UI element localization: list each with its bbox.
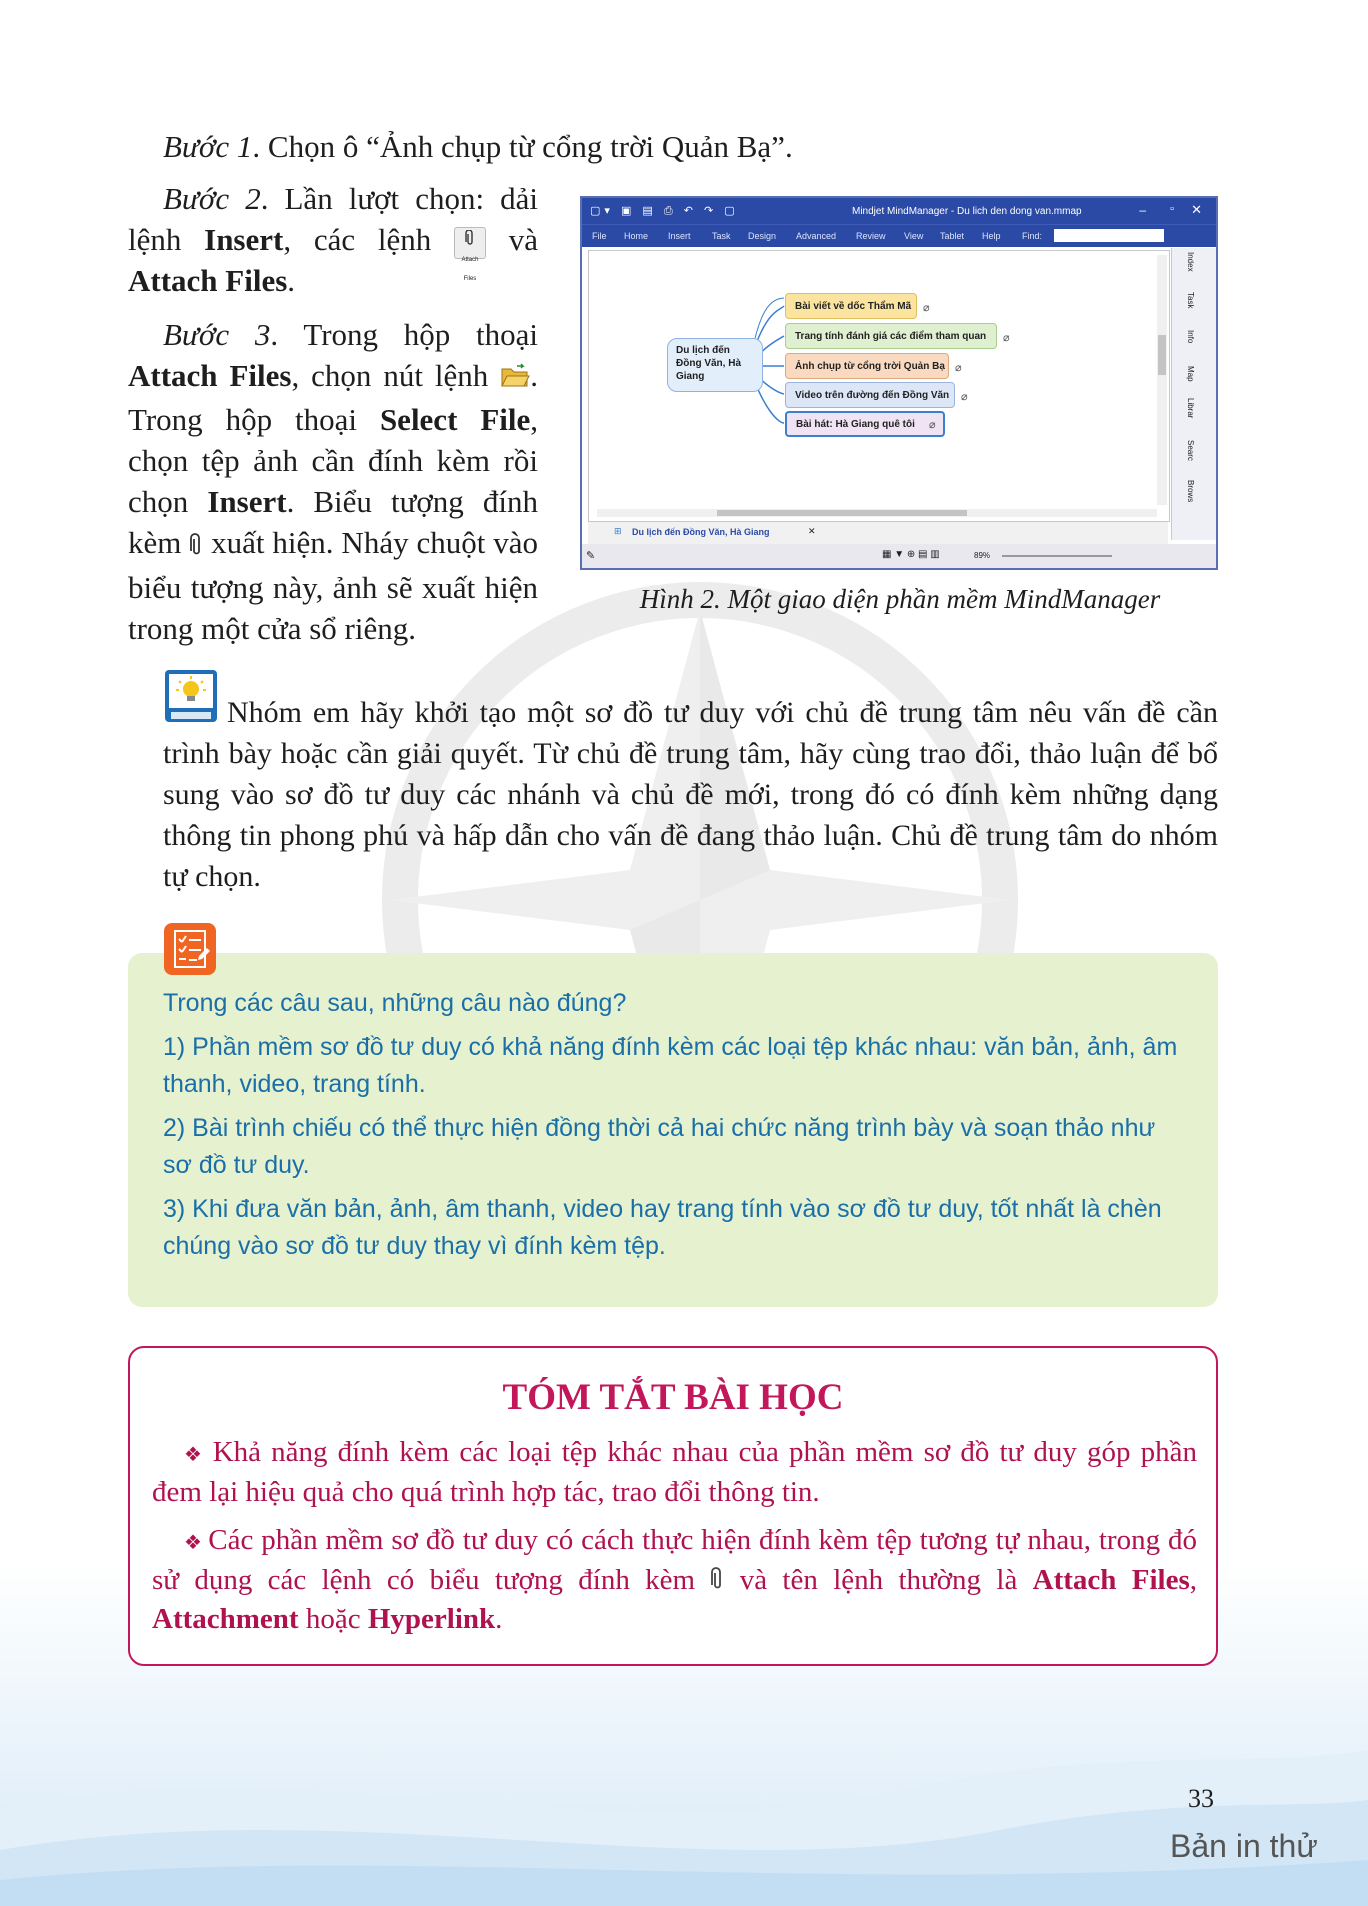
mm-zoom-level: 89% — [974, 551, 991, 560]
mm-quick-access-icons: ▢▾ ▣ ▤ ⎙ ↶ ↷ ▢ — [590, 205, 739, 217]
mm-scroll-thumb[interactable] — [717, 510, 967, 516]
mm-menu-home[interactable]: Home — [624, 231, 649, 241]
mm-attachment-icon[interactable]: ⌀ — [961, 391, 968, 403]
quiz-item: 3) Khi đưa văn bản, ảnh, âm thanh, video hay trang tính vào sơ đồ tư duy, tốt nhất là chèn chúng vào sơ đồ tư duy thay vì đính kèm tệp. — [163, 1195, 1162, 1260]
summary-command-name: Attach Files — [1032, 1564, 1190, 1596]
step-3-text: xuất hiện. Nháy chuột vào biểu tượng này, ảnh sẽ xuất hiện trong một cửa sổ riêng. — [128, 525, 538, 646]
mm-vertical-scrollbar[interactable] — [1157, 255, 1167, 505]
mm-document-tabs — [588, 521, 1168, 544]
mm-tab-close-icon[interactable]: ✕ — [808, 526, 816, 536]
insert-button-name: Insert — [207, 484, 287, 520]
attach-files-dialog-name: Attach Files — [128, 358, 292, 393]
mm-central-topic-label: Du lịch đến Đồng Văn, Hà Giang — [676, 345, 742, 382]
step-2-label: Bước 2 — [163, 181, 261, 216]
mm-menu-file[interactable]: File — [592, 231, 607, 241]
mm-side-panel-tabs — [1171, 248, 1216, 540]
step-2-text: , các lệnh — [283, 222, 454, 257]
quiz-box — [128, 953, 1218, 1307]
summary-box — [128, 1346, 1218, 1666]
mm-statusbar — [582, 544, 1216, 568]
step-3-label: Bước 3 — [163, 317, 271, 352]
step-1-text: . Chọn ô “Ảnh chụp từ cổng trời Quản Bạ”. — [252, 129, 793, 164]
mm-find-input[interactable] — [1054, 229, 1164, 242]
figure-caption: Hình 2. Một giao diện phần mềm MindManager — [639, 584, 1161, 614]
summary-command-name: Attachment — [152, 1602, 299, 1635]
paperclip-icon — [189, 526, 203, 567]
step-3 — [128, 314, 538, 649]
mm-attachment-icon[interactable]: ⌀ — [955, 362, 962, 374]
step-3-text: . Biểu tượng đính kèm — [128, 484, 538, 561]
step-2 — [128, 178, 538, 301]
mm-topic-label: Video trên đường đến Đồng Văn — [795, 389, 950, 401]
summary-item-text: Các phần mềm sơ đồ tư duy có cách thực hiện đính kèm tệp tương tự nhau, trong đó sử dụng các lệnh có biểu tượng đính kèm — [152, 1524, 1197, 1596]
mm-topic[interactable] — [785, 323, 997, 349]
mm-menu-insert[interactable]: Insert — [668, 231, 691, 241]
mm-titlebar — [582, 198, 1216, 224]
mm-side-tab[interactable]: Searc — [1186, 440, 1195, 461]
summary-title: TÓM TẮT BÀI HỌC — [502, 1377, 844, 1418]
mm-side-tab[interactable]: Map — [1186, 366, 1195, 382]
summary-item-text: và tên lệnh thường là — [724, 1564, 1033, 1596]
mm-topic-label: Trang tính đánh giá các điểm tham quan — [795, 330, 987, 342]
step-2-text: . — [287, 263, 296, 298]
mm-scroll-thumb[interactable] — [1158, 335, 1166, 375]
mm-menu-advanced[interactable]: Advanced — [796, 231, 837, 241]
step-2-text: và — [485, 222, 538, 257]
page-number: 33 — [1188, 1784, 1214, 1813]
mm-map-canvas[interactable] — [588, 250, 1170, 522]
mm-attachment-icon[interactable]: ⌀ — [929, 419, 936, 431]
mm-menu-review[interactable]: Review — [856, 231, 886, 241]
mm-topic-selected[interactable] — [785, 411, 945, 437]
mm-topic[interactable] — [785, 353, 949, 379]
mm-topic-label: Bài viết về dốc Thẩm Mã — [795, 300, 912, 312]
mm-filter-icon[interactable]: ▦ ▼ ⊕ ▤ ▥ — [882, 549, 940, 560]
mindmanager-screenshot — [580, 196, 1218, 570]
summary-item-text: Khả năng đính kèm các loại tệp khác nhau của phần mềm sơ đồ tư duy góp phần đem lại hiệu quả cho quá trình hợp tác, trao đổi thông tin. — [152, 1436, 1197, 1508]
diamond-bullet-icon: ❖ — [184, 1532, 209, 1554]
attach-files-icon — [454, 227, 486, 282]
draft-label: Bản in thử — [1170, 1828, 1318, 1864]
mm-menubar — [582, 224, 1216, 247]
mm-horizontal-scrollbar[interactable] — [597, 509, 1157, 517]
checklist-icon — [163, 922, 217, 976]
mm-attachment-icon[interactable]: ⌀ — [1003, 332, 1010, 344]
summary-item-text: , — [1189, 1564, 1197, 1596]
mm-pen-icon[interactable]: ✎ — [586, 550, 596, 562]
step-3-text: , chọn tệp ảnh cần đính kèm rồi chọn — [128, 402, 538, 520]
quiz-item: 1) Phần mềm sơ đồ tư duy có khả năng đính kèm các loại tệp khác nhau: văn bản, ảnh, âm thanh, video, trang tính. — [163, 1033, 1178, 1098]
attach-files-command: Attach Files — [128, 263, 288, 298]
step-1 — [163, 126, 1223, 167]
mm-side-tab[interactable]: Info — [1186, 330, 1195, 344]
paperclip-icon — [710, 1564, 724, 1601]
step-1-label: Bước 1 — [163, 129, 253, 164]
mm-side-tab[interactable]: Index — [1186, 252, 1195, 272]
quiz-item: 2) Bài trình chiếu có thể thực hiện đồng thời cả hai chức năng trình bày và soạn thảo như sơ đồ tư duy. — [163, 1114, 1156, 1179]
activity-text — [163, 692, 1218, 897]
mm-close-icon[interactable]: ✕ — [1191, 202, 1202, 217]
mm-topic-label: Bài hát: Hà Giang quê tôi — [796, 418, 915, 430]
mm-menu-design[interactable]: Design — [748, 231, 777, 241]
activity-text-content: Nhóm em hãy khởi tạo một sơ đồ tư duy với chủ đề trung tâm nêu vấn đề cần trình bày hoặc cần giải quyết. Từ chủ đề trung tâm, hãy cùng trao đổi, thảo luận để bổ sung vào sơ đồ tư duy các nhánh và chủ đề mới, trong đó có đính kèm những dạng thông tin phong phú và hấp dẫn cho vấn đề đang thảo luận. Chủ đề trung tâm do nhóm tự chọn. — [163, 696, 1218, 893]
summary-item-text: hoặc — [298, 1602, 368, 1635]
diamond-bullet-icon: ❖ — [184, 1444, 213, 1466]
mm-map-icon: ⊞ — [614, 526, 622, 536]
mm-menu-tablet[interactable]: Tablet — [940, 231, 965, 241]
summary-item-1 — [152, 1434, 1197, 1511]
summary-item-text: . — [495, 1602, 503, 1635]
folder-open-icon — [500, 358, 530, 399]
quiz-content — [163, 985, 1183, 1272]
quiz-question: Trong các câu sau, những câu nào đúng? — [163, 989, 627, 1017]
step-3-text: . Trong hộp thoại — [128, 358, 538, 438]
mm-menu-task[interactable]: Task — [712, 231, 731, 241]
mm-window-title: Mindjet MindManager - Du lich den dong van.mmap — [852, 206, 1082, 217]
insert-ribbon-name: Insert — [204, 222, 284, 257]
mm-topic-label: Ảnh chụp từ cổng trời Quản Bạ — [795, 360, 945, 372]
mm-attachment-icon[interactable]: ⌀ — [923, 302, 930, 314]
mm-side-tab[interactable]: Librar — [1186, 398, 1195, 419]
mm-topic[interactable] — [785, 293, 917, 319]
step-3-text: . Trong hộp thoại — [270, 317, 538, 352]
mm-menu-find: Find: — [1022, 231, 1043, 241]
mm-document-tab[interactable]: Du lịch đến Đồng Văn, Hà Giang — [632, 527, 770, 537]
mm-maximize-icon[interactable]: ▫ — [1170, 203, 1174, 215]
mm-zoom-slider[interactable] — [1002, 555, 1112, 557]
mm-minimize-icon[interactable]: ‒ — [1139, 203, 1146, 217]
mm-menu-help[interactable]: Help — [982, 231, 1001, 241]
mm-topic[interactable] — [785, 382, 955, 408]
mm-central-topic[interactable] — [667, 338, 763, 392]
step-3-text: , chọn nút lệnh — [291, 358, 501, 393]
summary-command-name: Hyperlink — [367, 1602, 496, 1635]
attach-files-icon-caption: Attach Files — [461, 256, 479, 282]
select-file-dialog-name: Select File — [379, 402, 531, 438]
mm-side-tab[interactable]: Task — [1186, 292, 1195, 309]
step-2-text: . Lần lượt chọn: dải lệnh — [128, 181, 538, 257]
summary-item-2 — [152, 1522, 1197, 1638]
mm-side-tab[interactable]: Brows — [1186, 480, 1195, 503]
mm-menu-view[interactable]: View — [904, 231, 924, 241]
